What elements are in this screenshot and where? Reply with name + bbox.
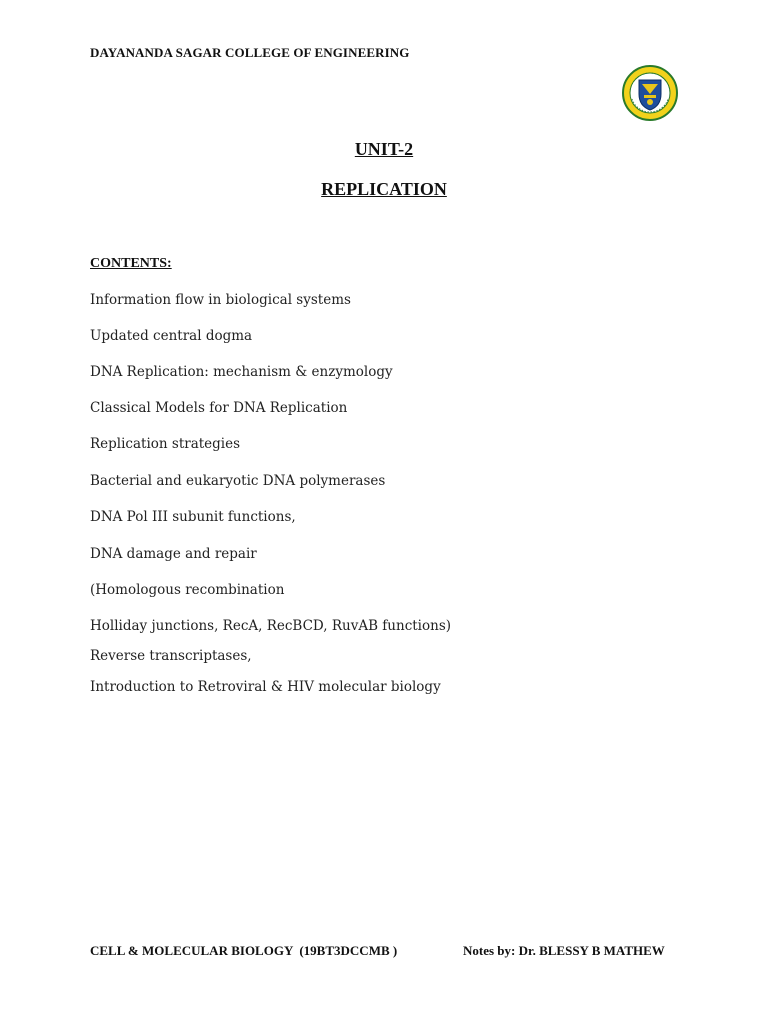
course-name: CELL & MOLECULAR BIOLOGY (19BT3DCCMB ) [90, 943, 398, 958]
college-name: DAYANANDA SAGAR COLLEGE OF ENGINEERING [90, 45, 410, 60]
college-crest-icon [620, 64, 680, 122]
contents-item: Updated central dogma [90, 328, 253, 344]
contents-item: Replication strategies [90, 436, 241, 452]
topic-title: REPLICATION [321, 179, 447, 199]
unit-title: UNIT-2 [354, 139, 414, 159]
contents-item: Reverse transcriptases, [90, 648, 252, 664]
contents-item: (Homologous recombination [90, 582, 285, 598]
contents-item: DNA damage and repair [90, 546, 257, 562]
author-credit: Notes by: Dr. BLESSY B MATHEW [463, 943, 665, 958]
contents-item: Information flow in biological systems [90, 292, 351, 308]
contents-item: Holliday junctions, RecA, RecBCD, RuvAB functions) [90, 618, 452, 634]
contents-item: DNA Replication: mechanism & enzymology [90, 364, 393, 380]
contents-item: Classical Models for DNA Replication [90, 400, 348, 416]
contents-item: Bacterial and eukaryotic DNA polymerases [90, 473, 386, 489]
contents-heading: CONTENTS: [90, 256, 172, 271]
contents-item: DNA Pol III subunit functions, [90, 509, 296, 525]
contents-item: Introduction to Retroviral & HIV molecular biology [90, 679, 441, 695]
